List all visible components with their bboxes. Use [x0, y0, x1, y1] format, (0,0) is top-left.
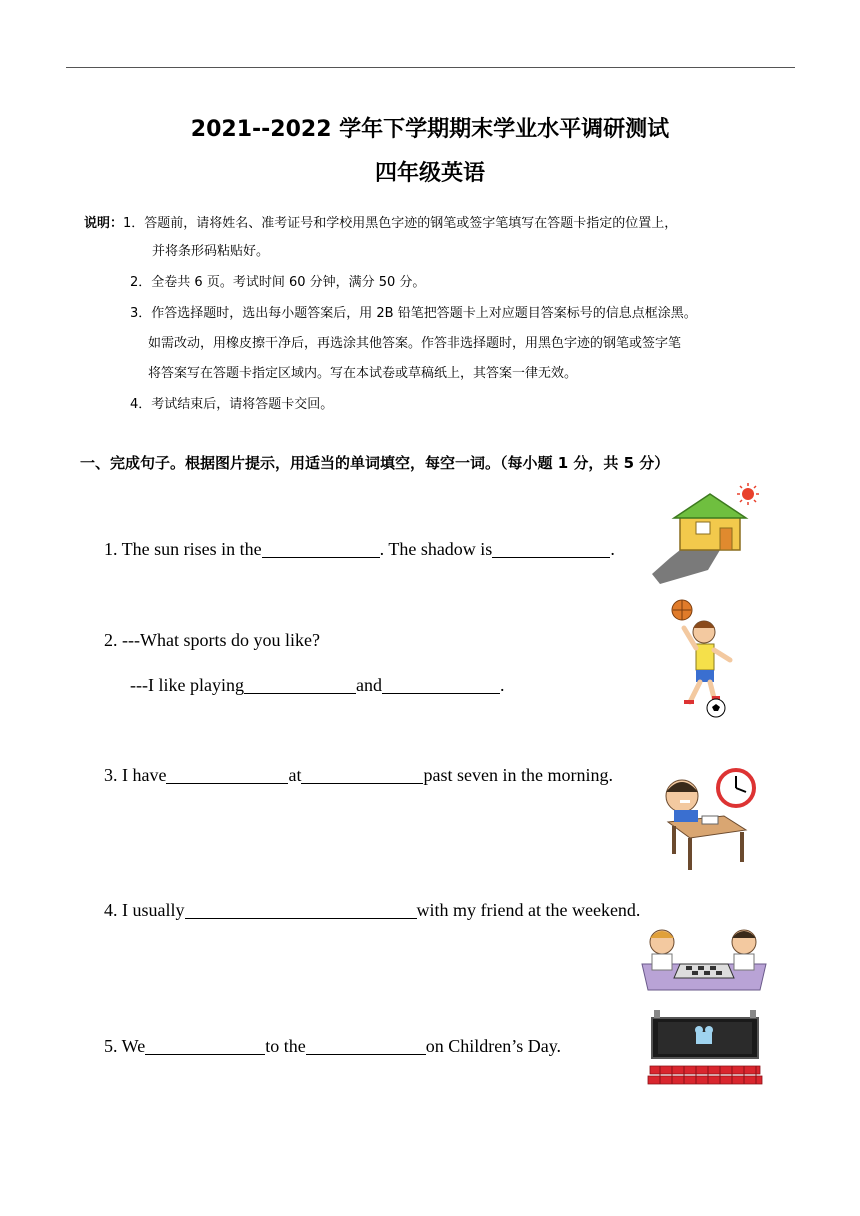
instruction-2 [130, 273, 425, 293]
q1-blank-2[interactable] [492, 539, 610, 558]
house-roof [674, 494, 746, 518]
page-subtitle: 四年级英语 [374, 161, 485, 186]
instruction-1-line-2: 并将条形码粘贴好。 [152, 244, 270, 259]
instructions-block [84, 214, 677, 234]
q5-blank-2[interactable] [306, 1036, 426, 1055]
instruction-3-line-1: 作答选择题时，选出每小题答案后，用 2B 铅笔把答题卡上对应题目答案标号的信息点框涂黑。 [151, 306, 697, 321]
instruction-3 [130, 304, 697, 324]
shadow-shape [652, 550, 720, 584]
q1-blank-1[interactable] [262, 539, 380, 558]
instruction-1-num: 1． [123, 216, 145, 231]
instructions-label: 说明： [84, 216, 124, 231]
q5-blank-1[interactable] [145, 1036, 265, 1055]
question-1 [104, 539, 615, 560]
boy-desk-clock-image [654, 766, 760, 874]
q2-text-a: ---I like playing [130, 675, 244, 695]
q5-text-c: on Children’s Day. [425, 1036, 562, 1056]
boy-arms [674, 810, 698, 822]
q2-blank-2[interactable] [382, 675, 500, 694]
instruction-2-num: 2． [130, 275, 152, 290]
cinema-image [646, 1004, 764, 1086]
boy-sports-image [664, 598, 739, 720]
instruction-1-line-1: 答题前，请将姓名、准考证号和学校用黑色字迹的钢笔或签字笔填写在答题卡指定的位置上， [144, 216, 678, 231]
q3-text-b: at [288, 765, 302, 785]
section-1-heading: 一、完成句子。根据图片提示，用适当的单词填空，每空一词。（每小题 1 分，共 5 分） [80, 454, 670, 472]
house-door [720, 528, 732, 550]
cinema-seats [648, 1066, 762, 1084]
q3-blank-1[interactable] [166, 765, 288, 784]
q1-text-c: . [610, 539, 615, 559]
instruction-4 [130, 395, 333, 415]
q4-text-a: 4. I usually [104, 900, 185, 920]
q2-text-b: and [355, 675, 382, 695]
q5-text-a: 5. We [104, 1036, 146, 1056]
child-2-shirt [734, 954, 754, 970]
book [702, 816, 718, 824]
q4-text-b: with my friend at the weekend. [416, 900, 641, 920]
instruction-3-line-3: 将答案写在答题卡指定区域内。写在本试卷或草稿纸上，其答案一律无效。 [148, 366, 578, 381]
question-2-line-1: 2. ---What sports do you like? [104, 630, 320, 650]
q1-text-b: . The shadow is [379, 539, 493, 559]
q4-blank-1[interactable] [185, 900, 417, 919]
instruction-4-num: 4． [130, 397, 152, 412]
question-4 [104, 900, 640, 921]
instruction-3-line-2: 如需改动，用橡皮擦干净后，再选涂其他答案。作答非选择题时，用黑色字迹的钢笔或签字笔 [148, 336, 682, 351]
q2-blank-1[interactable] [244, 675, 356, 694]
q1-text-a: 1. The sun rises in the [104, 539, 262, 559]
q3-text-c: past seven in the morning. [423, 765, 613, 785]
header-rule [66, 67, 795, 68]
house-window [696, 522, 710, 534]
instruction-4-line-1: 考试结束后，请将答题卡交回。 [151, 397, 334, 412]
house-sun-shadow-image [650, 482, 765, 586]
question-2-line-2 [130, 675, 504, 696]
child-1-shirt [652, 954, 672, 970]
page-title: 2021--2022 学年下学期期末学业水平调研测试 [190, 117, 670, 142]
q2-text-c: . [499, 675, 505, 695]
q5-text-b: to the [265, 1036, 306, 1056]
sun-icon [742, 488, 754, 500]
q3-blank-2[interactable] [301, 765, 423, 784]
q3-text-a: 3. I have [104, 765, 167, 785]
children-chess-image [636, 924, 772, 998]
question-3 [104, 765, 613, 786]
boy-shirt [696, 644, 714, 670]
question-5 [104, 1036, 561, 1057]
instruction-3-num: 3． [130, 306, 152, 321]
instruction-2-line-1: 全卷共 6 页。考试时间 60 分钟，满分 50 分。 [151, 275, 426, 290]
